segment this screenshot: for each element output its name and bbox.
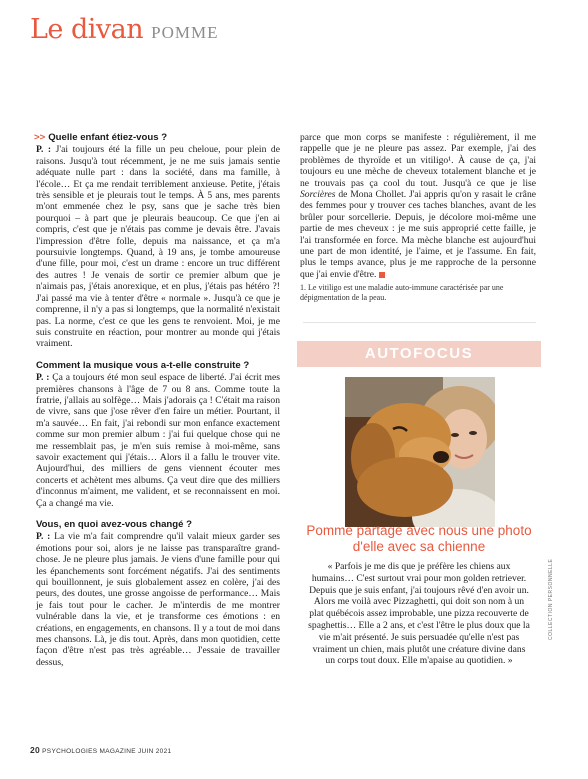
rubric-title: Le divan bbox=[30, 14, 144, 45]
speaker-label: P. : bbox=[36, 531, 51, 543]
speaker-label: P. : bbox=[36, 372, 50, 384]
autofocus-quote: « Parfois je me dis que je préfère les chiens aux humains… C'est surtout vrai pour mon golden retriever. Depuis que je suis enfant, j'ai toujours rêvé d'en avoir un. Alors me voilà avec Pizzaghetti, qui doit son nom à un plat québécois assez improbable, une pizza recouverte de spaghettis… Elle a 2 ans, et c'est l'être le plus doux que la vie m'ait présenté. Je suis persuadée qu'elle n'est pas vraiment un chien, mais plutôt une créature divine dans un corps tout doux. Elle m'apaise au quotidien. » bbox=[308, 561, 530, 667]
rubric-subtitle: POMME bbox=[151, 23, 219, 42]
question-2: Comment la musique vous a-t-elle construite ? bbox=[36, 359, 250, 371]
right-column bbox=[300, 132, 536, 302]
answer-2 bbox=[36, 372, 280, 509]
end-square-icon bbox=[379, 272, 385, 278]
book-title: Sorcières bbox=[300, 189, 336, 201]
question-3: Vous, en quoi avez-vous changé ? bbox=[36, 519, 193, 530]
answer-1 bbox=[36, 144, 280, 349]
answer-3-text: La vie m'a fait comprendre qu'il valait mieux garder ses émotions pour soi, alors je ne laisse pas transparaître grand-chose. Je ne pleure plus jamais. Je viens d'une famille pour qui les épanchements sont forcément négatifs. J'ai des sentiments qui bouillonnent, je suis globalement assez en colère, j'ai des peurs, des doutes, une grosse angoisse de performance… Mais je fais tout pour le cacher. Je m'interdis de me montrer vulnérable dans la vie, et je transforme ces émotions : en créations, en engagements, en chansons. Il y a tout de moi dans mes chansons. Là, je dis tout. Après, dans mon quotidien, cette façon d'être n'est pas très agréable… J'essaie de travailler dessus, bbox=[36, 531, 280, 668]
divider bbox=[303, 322, 536, 323]
page-footer bbox=[30, 745, 171, 755]
photo-illustration bbox=[345, 377, 495, 527]
autofocus-title: AUTOFOCUS bbox=[297, 341, 541, 367]
answer-3 bbox=[36, 531, 280, 668]
photo-credit: COLLECTION PERSONNELLE bbox=[548, 558, 554, 640]
left-column bbox=[36, 132, 280, 668]
question-1 bbox=[34, 132, 280, 143]
photo-caption: Pomme partage avec nous une photo d'elle avec sa chienne bbox=[306, 523, 532, 554]
answer-2-text: Ça a toujours été mon seul espace de liberté. J'ai écrit mes premières chansons à l'âge de 7 ou 8 ans. Comme toute la fratrie, j'allais au solfège… Mais j'adorais ça ! C'était ma raison de vivre, sans que j'ose rêver d'en faire un métier. Pourtant, il m'a sauvée… En fait, j'ai rebondi sur mon enfance exactement comme sur mon premier album : j'ai fui quelque chose qui ne me ressemblait pas, je m'en suis remise à moi-même, sans savoir exactement qui j'étais… Alors il a fallu le trouver vite. Aujourd'hui, des milliers de gens viennent écouter mes concerts et achètent mes albums. Ça veut dire que des milliers d'inconnus m'aiment, me valident, et se reconnaissent en moi. Ça a changé ma vie. bbox=[36, 372, 280, 509]
answer-3-cont-post: de Mona Chollet. J'ai appris qu'on y rasait le crâne des femmes pour y trouver ces taches blanches, avant de les brûler pour sorcellerie. Depuis, je décolore moi-même une partie de mes cheveux : je me suis approprié cette faille, je l'ai transformée en force. Ma mèche blanche est aujourd'hui une part de mon identité, je l'aime, et je l'assume. En fait, plus le temps avance, plus je me rapproche de la personne que j'ai envie d'être. bbox=[300, 189, 536, 280]
photo-woman-with-dog bbox=[345, 377, 495, 527]
answer-3-cont-pre: parce que mon corps se manifeste : régulièrement, il me rappelle que je ne pleure pas assez. Par exemple, j'ai des problèmes de thyroïde et un vitiligo¹. À cause de ça, j'ai toujours eu une mèche de cheveux totalement blanche et je ne trouvais pas ça cool du tout. Jusqu'à ce que je lise bbox=[300, 132, 536, 189]
page-header bbox=[30, 14, 219, 45]
footnote: 1. Le vitiligo est une maladie auto-immune caractérisée par une dépigmentation de la peau. bbox=[300, 283, 504, 302]
speaker-label: P. : bbox=[36, 144, 52, 156]
answer-3-continued bbox=[300, 132, 536, 280]
magazine-issue: PSYCHOLOGIES MAGAZINE JUIN 2021 bbox=[42, 748, 172, 755]
autofocus-box bbox=[297, 341, 541, 725]
page-number: 20 bbox=[30, 745, 41, 755]
answer-1-text: J'ai toujours été la fille un peu cheloue, pour plein de raisons. Jusqu'à tout récemment, je ne me suis jamais sentie adéquate nulle part : dans la société, dans ma famille, à l'école… Et ça me rendait terriblement anxieuse. Petite, j'étais très sensible et je pleurais tout le temps. À 5 ans, mes parents m'ont emmenée chez le psy, sans que je sache très bien pourquoi – à part que je pleurais beaucoup. Ce que j'en ai compris, c'est que je n'étais pas comme je devais être. J'avais l'impression d'être folle, depuis ma naissance, et ça m'a poursuivie longtemps. Quand, à 19 ans, je tombe amoureuse d'une fille, pour moi, c'est un drame : encore un truc différent des autres ! Je venais de sortir ce premier album que je n'aimais pas, j'étais anorexique, et en plus, j'étais pas hétéro ?! J'ai passé ma vie à tenter d'être « normale ». Jusqu'à ce que je comprenne, il n'y a pas si longtemps, que la normalité n'existait pas. La norme, c'est ce que les gens te renvoient. Moi, je me suis construite en réaction, pour montrer au monde qui j'étais vraiment. bbox=[36, 144, 280, 350]
question-1-text: Quelle enfant étiez-vous ? bbox=[48, 132, 168, 143]
arrow-icon: >> bbox=[34, 132, 46, 143]
